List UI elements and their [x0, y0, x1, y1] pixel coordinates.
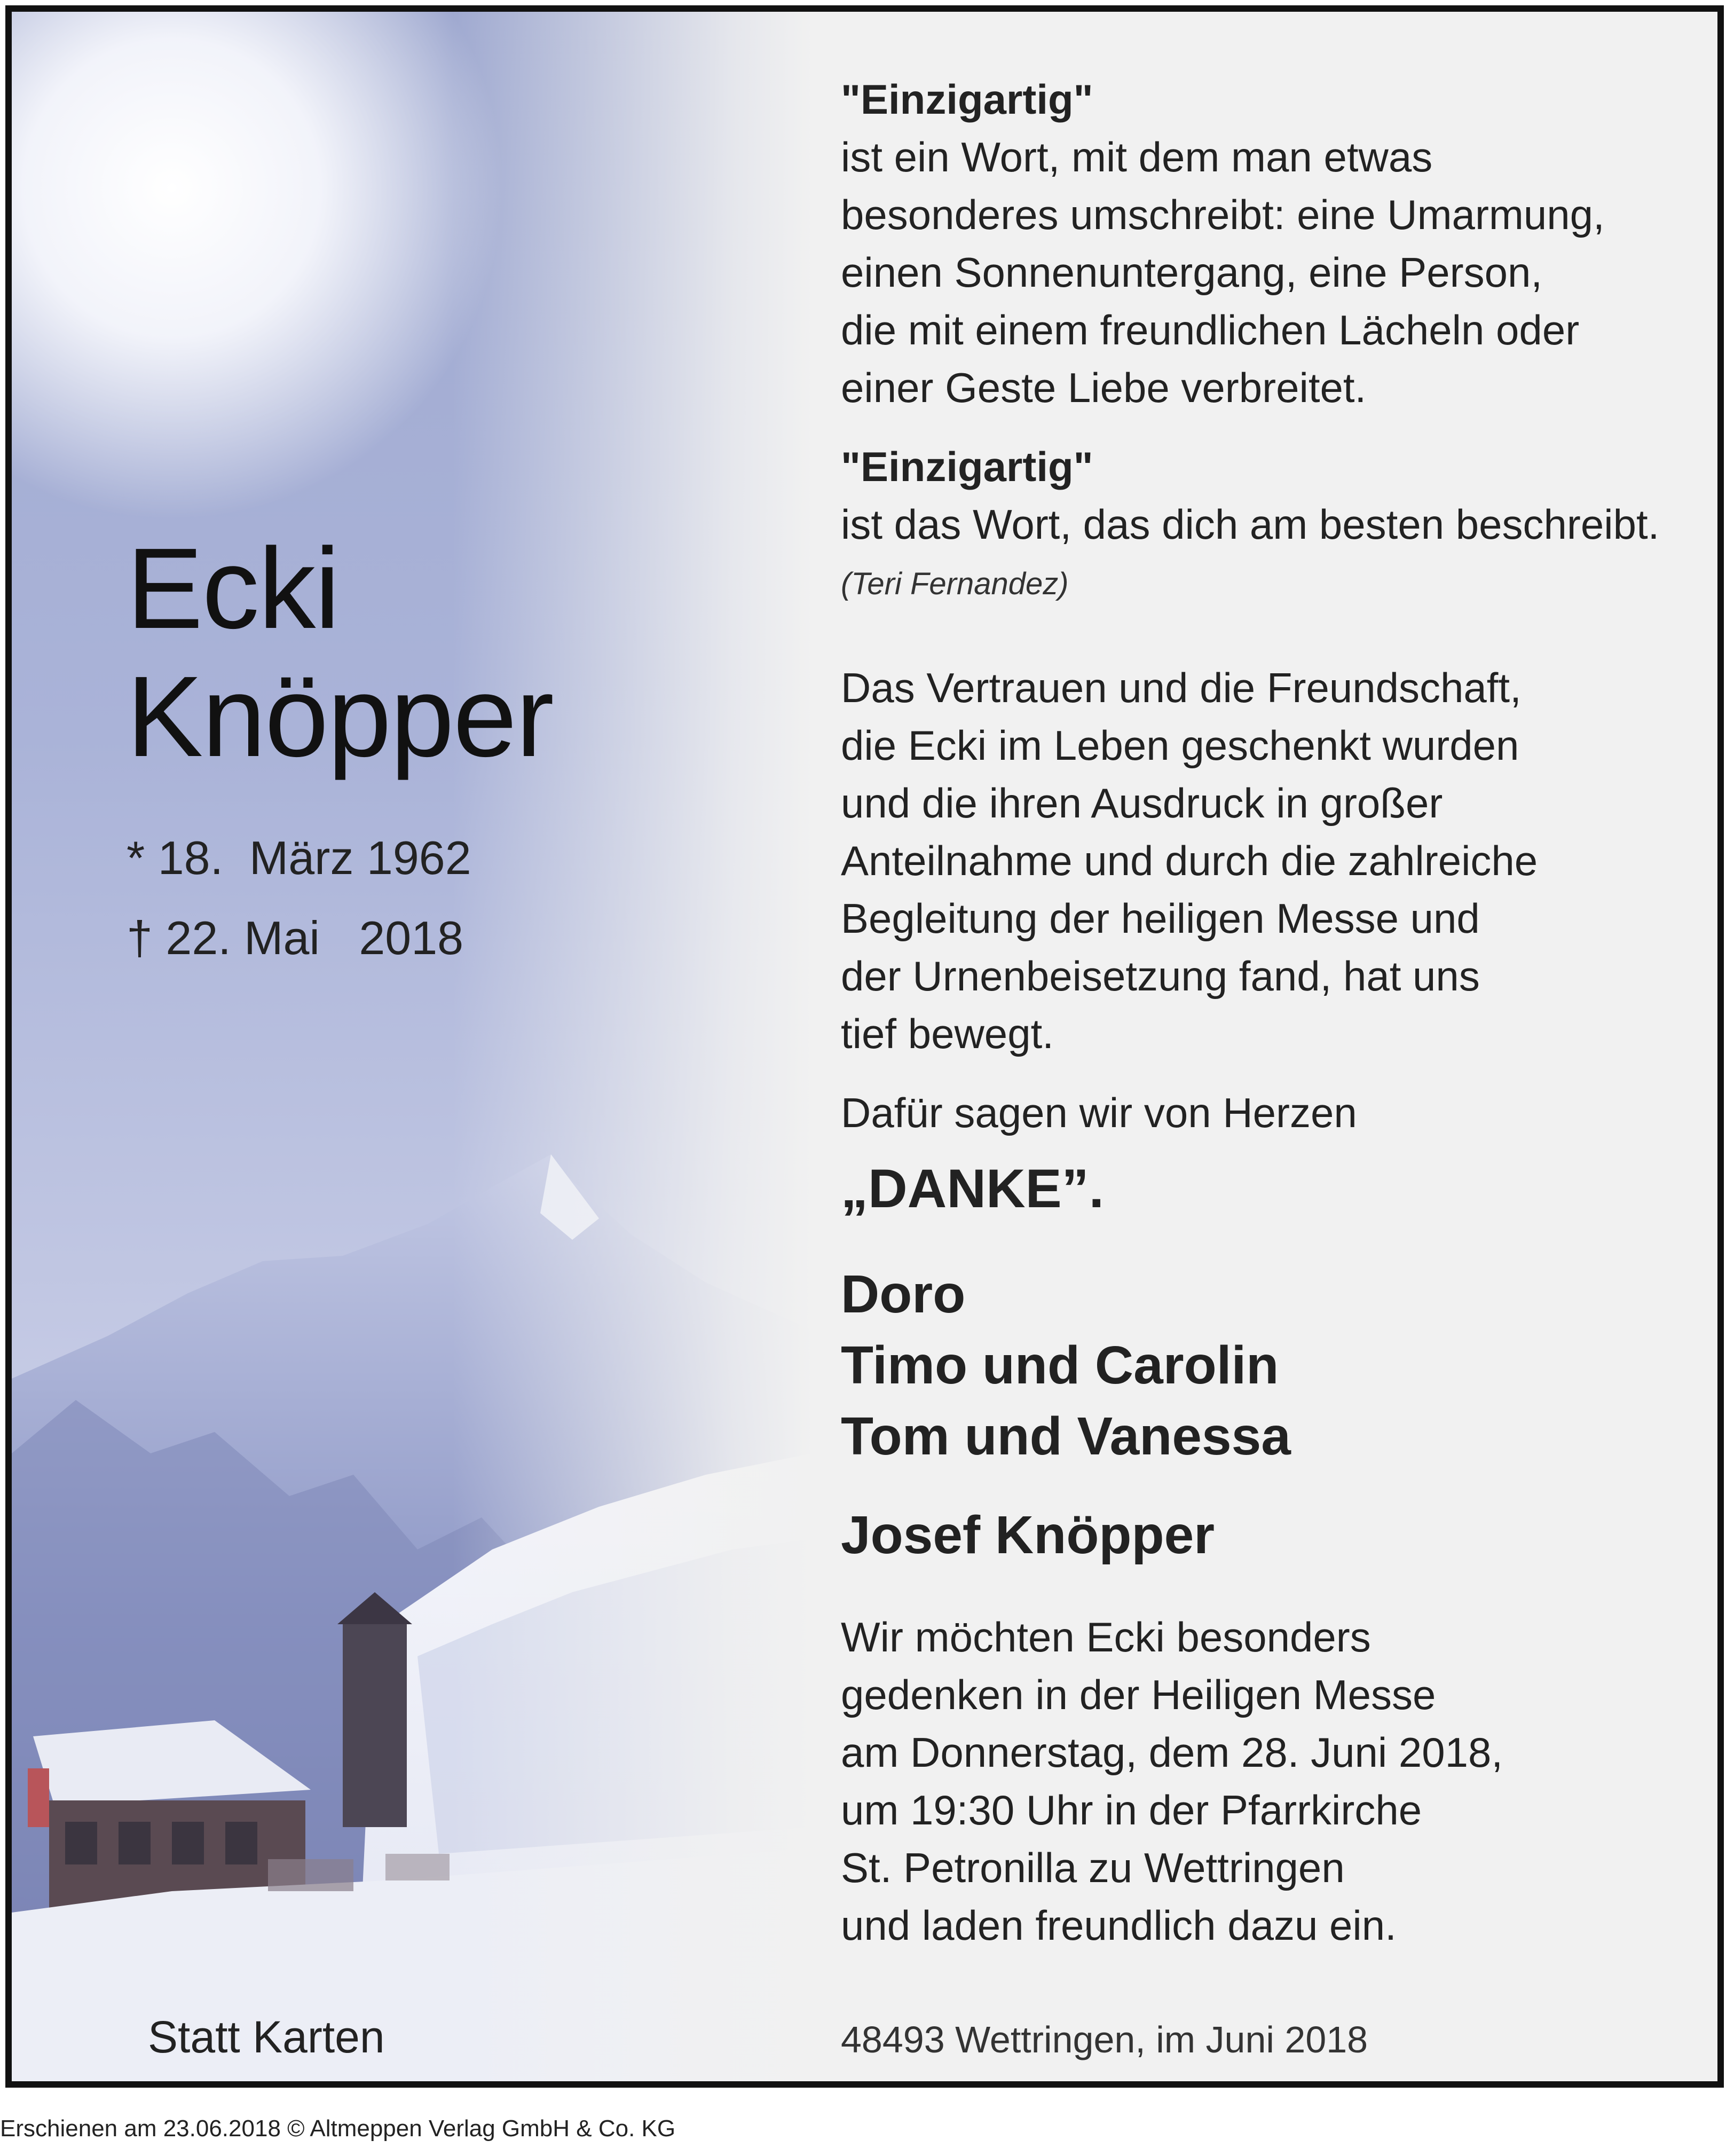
family-names — [841, 1259, 1711, 1472]
quote-title-1: "Einzigartig" — [841, 76, 1093, 123]
quote-text-2: ist das Wort, das dich am besten beschreibt. — [841, 501, 1660, 548]
first-name: Ecki — [127, 524, 340, 652]
quote-title-2: "Einzigartig" — [841, 443, 1093, 490]
family-line-1: Doro — [841, 1264, 966, 1324]
name-block — [127, 524, 553, 978]
quote-text-1: ist ein Wort, mit dem man etwas besonderes umschreibt: eine Umarmung, einen Sonnenuntergang, eine Person, die mit einem freundlichen Lächeln oder einer Geste Liebe verbreitet. — [841, 133, 1605, 411]
place-date: 48493 Wettringen, im Juni 2018 — [841, 2019, 1368, 2060]
statt-karten: Statt Karten — [148, 2012, 385, 2062]
mass-text: Wir möchten Ecki besonders gedenken in der Heiligen Messe am Donnerstag, dem 28. Juni 2018, um 19:30 Uhr in der Pfarrkirche St. Petronilla zu Wettringen und laden freundlich dazu ein. — [841, 1614, 1503, 1949]
thanks-text: Das Vertrauen und die Freundschaft, die Ecki im Leben geschenkt wurden und die ihren Ausdruck in großer Anteilnahme und durch die zahlreiche Begleitung der heiligen Messe und der Urnenbeisetzung fand, hat uns tief bewegt. — [841, 664, 1538, 1057]
family-line-2: Timo und Carolin — [841, 1335, 1279, 1395]
life-dates — [127, 818, 553, 978]
text-column — [841, 70, 1711, 1954]
family-line-3: Tom und Vanessa — [841, 1406, 1291, 1466]
mountain-winter-photo — [12, 12, 813, 2081]
quote-author: (Teri Fernandez) — [841, 566, 1069, 601]
danke-heading: „DANKE”. — [841, 1158, 1105, 1219]
death-date: † 22. Mai 2018 — [127, 911, 464, 964]
obituary-card — [5, 5, 1724, 2088]
thanks-lead: Dafür sagen wir von Herzen — [841, 1089, 1357, 1136]
publication-note: Erschienen am 23.06.2018 © Altmeppen Verlag GmbH & Co. KG — [0, 2115, 676, 2142]
last-name: Knöpper — [127, 652, 553, 781]
family-josef: Josef Knöpper — [841, 1505, 1215, 1565]
birth-date: * 18. März 1962 — [127, 831, 471, 884]
